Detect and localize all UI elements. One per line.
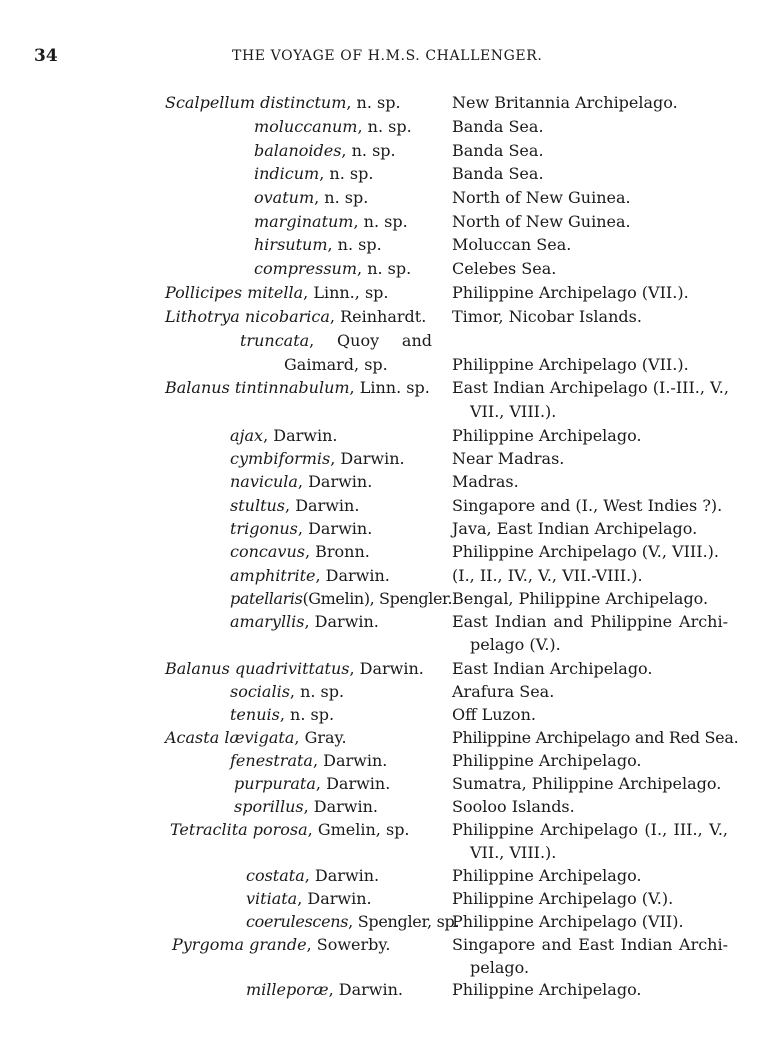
locality: Philippine Archipelago (VII.). [452,355,689,374]
list-item [0,259,776,283]
list-item [0,472,776,496]
species-name: fenestrata, Darwin. [230,751,388,770]
list-item [0,958,776,982]
species-name: Acasta lævigata, Gray. [165,728,347,747]
list-item [0,820,776,844]
locality: VII., VIII.). [470,843,557,862]
locality: East Indian Archipelago (I.-III., V., [452,378,729,397]
species-name: milleporæ, Darwin. [246,980,403,999]
locality: Philippine Archipelago (VII). [452,912,684,931]
locality: Philippine Archipelago. [452,751,642,770]
species-name: costata, Darwin. [246,866,380,885]
list-item [0,682,776,706]
locality: East Indian and Philippine Archi- [452,612,728,631]
locality: Madras. [452,472,519,491]
list-item [0,164,776,188]
species-name: marginatum, n. sp. [254,212,408,231]
locality: Moluccan Sea. [452,235,572,254]
list-item [0,889,776,913]
list-item [0,589,776,613]
locality: Java, East Indian Archipelago. [452,519,698,538]
locality: Banda Sea. [452,117,544,136]
species-name: sporillus, Darwin. [234,797,378,816]
locality: pelago. [470,958,530,977]
list-item [0,331,776,355]
species-name: indicum, n. sp. [254,164,374,183]
locality: Philippine Archipelago. [452,980,642,999]
list-item [0,566,776,590]
list-item [0,774,776,798]
species-name: moluccanum, n. sp. [254,117,412,136]
locality: Philippine Archipelago (V., VIII.). [452,542,719,561]
species-name: stultus, Darwin. [230,496,360,515]
locality: Timor, Nicobar Islands. [452,307,642,326]
locality: Philippine Archipelago and Red Sea. [452,728,739,747]
locality: North of New Guinea. [452,188,631,207]
list-item [0,449,776,473]
species-name: truncata, Quoy and [240,331,432,350]
list-item [0,212,776,236]
list-item [0,188,776,212]
locality: Philippine Archipelago (VII.). [452,283,689,302]
locality: Banda Sea. [452,141,544,160]
species-name: socialis, n. sp. [230,682,345,701]
list-item [0,426,776,450]
species-name: navicula, Darwin. [230,472,373,491]
locality: New Britannia Archipelago. [452,93,678,112]
locality: Arafura Sea. [452,682,555,701]
page-number: 34 [34,46,58,66]
species-name: Tetraclita porosa, Gmelin, sp. [170,820,410,839]
list-item [0,402,776,426]
list-item [0,935,776,959]
locality: Banda Sea. [452,164,544,183]
list-item [0,866,776,890]
species-name: amphitrite, Darwin. [230,566,390,585]
locality: North of New Guinea. [452,212,631,231]
locality: Sooloo Islands. [452,797,575,816]
locality: Singapore and (I., West Indies ?). [452,496,723,515]
species-name: trigonus, Darwin. [230,519,373,538]
locality: (I., II., IV., V., VII.-VIII.). [452,566,643,585]
species-name: Pyrgoma grande, Sowerby. [172,935,391,954]
species-name: ovatum, n. sp. [254,188,369,207]
locality: Near Madras. [452,449,565,468]
list-item [0,117,776,141]
list-item [0,283,776,307]
species-name: Scalpellum distinctum, n. sp. [165,93,401,112]
list-item [0,659,776,683]
locality: Celebes Sea. [452,259,557,278]
species-name: hirsutum, n. sp. [254,235,382,254]
species-name: cymbiformis, Darwin. [230,449,405,468]
species-name: Pollicipes mitella, Linn., sp. [165,283,389,302]
species-name: ajax, Darwin. [230,426,338,445]
species-name: Balanus quadrivittatus, Darwin. [165,659,424,678]
list-item [0,496,776,520]
list-item [0,751,776,775]
locality: Bengal, Philippine Archipelago. [452,589,709,608]
list-item [0,612,776,636]
species-name: purpurata, Darwin. [234,774,391,793]
list-item [0,843,776,867]
locality: Sumatra, Philippine Archipelago. [452,774,722,793]
locality: Philippine Archipelago. [452,426,642,445]
locality: Singapore and East Indian Archi- [452,935,728,954]
species-name: concavus, Bronn. [230,542,370,561]
list-item [0,141,776,165]
list-item [0,235,776,259]
species-name: tenuis, n. sp. [230,705,335,724]
list-item [0,635,776,659]
species-name: patellaris(Gmelin), Spengler. [230,589,453,608]
list-item [0,797,776,821]
running-title: THE VOYAGE OF H.M.S. CHALLENGER. [232,48,543,64]
species-name: Balanus tintinnabulum, Linn. sp. [165,378,430,397]
list-item [0,378,776,402]
list-item [0,355,776,379]
species-name: balanoides, n. sp. [254,141,396,160]
list-item [0,728,776,752]
species-name: coerulescens, Spengler, sp. [246,912,460,931]
list-item [0,912,776,936]
list-item [0,307,776,331]
locality: East Indian Archipelago. [452,659,653,678]
species-name: amaryllis, Darwin. [230,612,379,631]
locality: VII., VIII.). [470,402,557,421]
locality: Philippine Archipelago (I., III., V., [452,820,728,839]
locality: pelago (V.). [470,635,561,654]
locality: Off Luzon. [452,705,536,724]
list-item [0,519,776,543]
list-item [0,93,776,117]
species-authority: Gaimard, sp. [284,355,388,374]
species-name: compressum, n. sp. [254,259,412,278]
list-item [0,705,776,729]
locality: Philippine Archipelago (V.). [452,889,674,908]
locality: Philippine Archipelago. [452,866,642,885]
list-item [0,542,776,566]
list-item [0,980,776,1004]
species-name: Lithotrya nicobarica, Reinhardt. [165,307,427,326]
species-name: vitiata, Darwin. [246,889,372,908]
